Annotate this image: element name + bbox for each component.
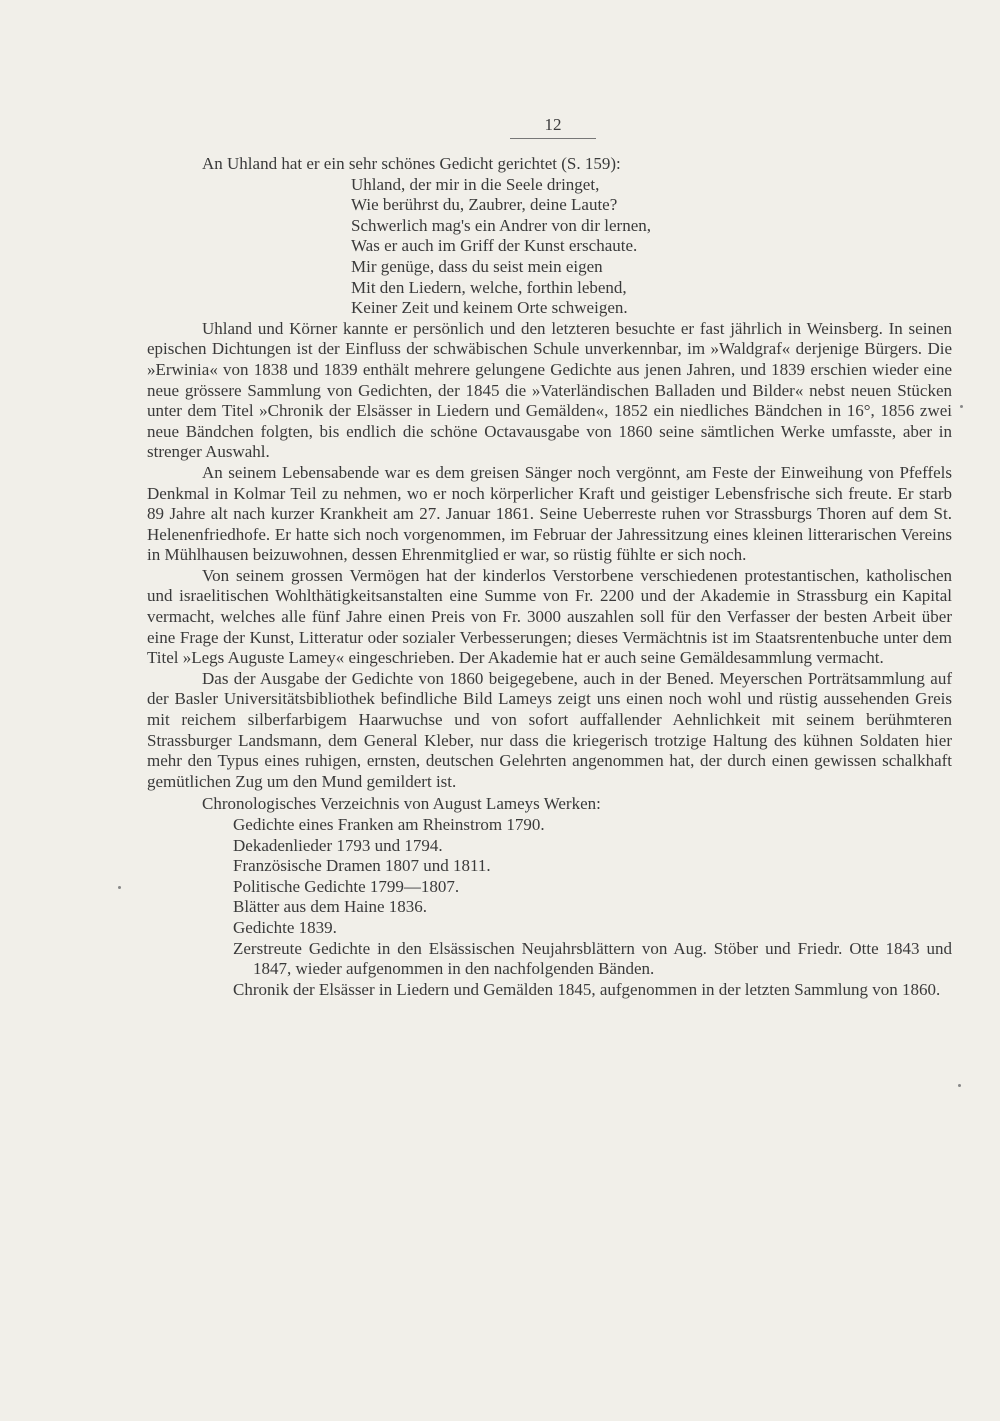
- works-item: Zerstreute Gedichte in den Elsässischen Neujahrsblättern von Aug. Stöber und Friedr. Otte 1843 und 1847, wieder aufgenommen in den nachfolgenden Bänden.: [233, 938, 952, 979]
- paragraph: Das der Ausgabe der Gedichte von 1860 beigegebene, auch in der Bened. Meyerschen Porträtsammlung auf der Basler Universitätsbibliothek befindliche Bild Lameys zeigt uns einen noch wohl und rüstig aussehenden Greis mit reichem silberfarbigem Haarwuchse und von sofort auffallender Aehnlichkeit mit seinem berühmteren Strassburger Landsmann, dem General Kleber, nur dass die kriegerisch trotzige Haltung des kühnen Soldaten hier mehr den Typus eines ruhigen, ernsten, deutschen Gelehrten angenommen hat, der durch einen gewissen schalkhaft gemütlichen Zug um den Mund gemildert ist.: [147, 668, 952, 791]
- poem-line: Mir genüge, dass du seist mein eigen: [351, 256, 603, 276]
- body-text: [147, 154, 952, 1000]
- works-item: Gedichte 1839.: [233, 917, 337, 937]
- works-item: Blätter aus dem Haine 1836.: [233, 897, 428, 917]
- speck: [960, 405, 963, 408]
- works-list: [202, 794, 952, 1000]
- poem-line: Keiner Zeit und keinem Orte schweigen.: [351, 298, 628, 318]
- works-item: Gedichte eines Franken am Rheinstrom 1790.: [233, 815, 545, 834]
- poem-line: Was er auch im Griff der Kunst erschaute.: [351, 236, 638, 256]
- paragraph: An seinem Lebensabende war es dem greisen Sänger noch vergönnt, am Feste der Einweihung von Pfeffels Denkmal in Kolmar Teil zu nehmen, wo er noch körperlicher Kraft und geistiger Lebensfrische sich freute. Er starb 89 Jahre alt nach kurzer Krankheit am 27. Januar 1861. Seine Ueberreste ruhen vor Strassburgs Thoren auf dem St. Helenenfriedhofe. Er hatte sich noch vorgenommen, im Februar der Jahressitzung eines kleinen litterarischen Vereins in Mühlhausen beizuwohnen, dessen Ehrenmitglied er war, so rüstig fühlte er sich noch.: [147, 462, 952, 565]
- page-number: 12: [510, 114, 596, 139]
- poem-line: Wie berührst du, Zaubrer, deine Laute?: [351, 195, 618, 215]
- poem-line: Schwerlich mag's ein Andrer von dir lernen,: [351, 215, 652, 235]
- paragraph: Von seinem grossen Vermögen hat der kinderlos Verstorbene verschiedenen protestantischen, katholischen und israelitischen Wohlthätigkeitsanstalten eine Summe von Fr. 2200 und der Akademie in Strassburg ein Kapital vermacht, welches alle fünf Jahre einen Preis von Fr. 3000 auszahlen soll für den Verfasser der besten Arbeit über eine Frage der Kunst, Litteratur oder sozialer Verbesserungen; dieses Vermächtnis ist im Staatsrentenbuche unter dem Titel »Legs Auguste Lamey« eingeschrieben. Der Akademie hat er auch seine Gemäldesammlung vermacht.: [147, 565, 952, 668]
- paragraph: Uhland und Körner kannte er persönlich und den letzteren besuchte er fast jährlich in Weinsberg. In seinen epischen Dichtungen ist der Einfluss der schwäbischen Schule unverkennbar, im »Waldgraf« derjenige Bürgers. Die »Erwinia« von 1838 und 1839 enthält mehrere gelungene Gedichte aus jenen Jahren, und 1839 erschien wieder eine neue grössere Sammlung von Gedichten, der 1845 die »Vaterländischen Balladen und Bilder« nebst neuen Stücken unter dem Titel »Chronik der Elsässer in Liedern und Gemälden«, 1852 ein niedliches Bändchen in 16°, 1856 zwei neue Bändchen folgten, bis endlich die schöne Octavausgabe von 1860 seine sämtlichen Werke umfasste, aber in strenger Auswahl.: [147, 318, 952, 462]
- speck: [118, 886, 121, 889]
- poem-line: Mit den Liedern, welche, forthin lebend,: [351, 277, 627, 297]
- works-item: Chronik der Elsässer in Liedern und Gemälden 1845, aufgenommen in der letzten Sammlung von 1860.: [233, 979, 941, 999]
- poem-line: Uhland, der mir in die Seele dringet,: [351, 174, 600, 194]
- intro-line: An Uhland hat er ein sehr schönes Gedicht gerichtet (S. 159):: [202, 154, 621, 173]
- works-item: Dekadenlieder 1793 und 1794.: [233, 835, 443, 855]
- poem: [351, 175, 952, 319]
- works-heading: Chronologisches Verzeichnis von August Lameys Werken:: [202, 794, 601, 814]
- speck: [958, 1084, 961, 1087]
- works-item: Französische Dramen 1807 und 1811.: [233, 856, 491, 876]
- works-item: Politische Gedichte 1799—1807.: [233, 876, 460, 896]
